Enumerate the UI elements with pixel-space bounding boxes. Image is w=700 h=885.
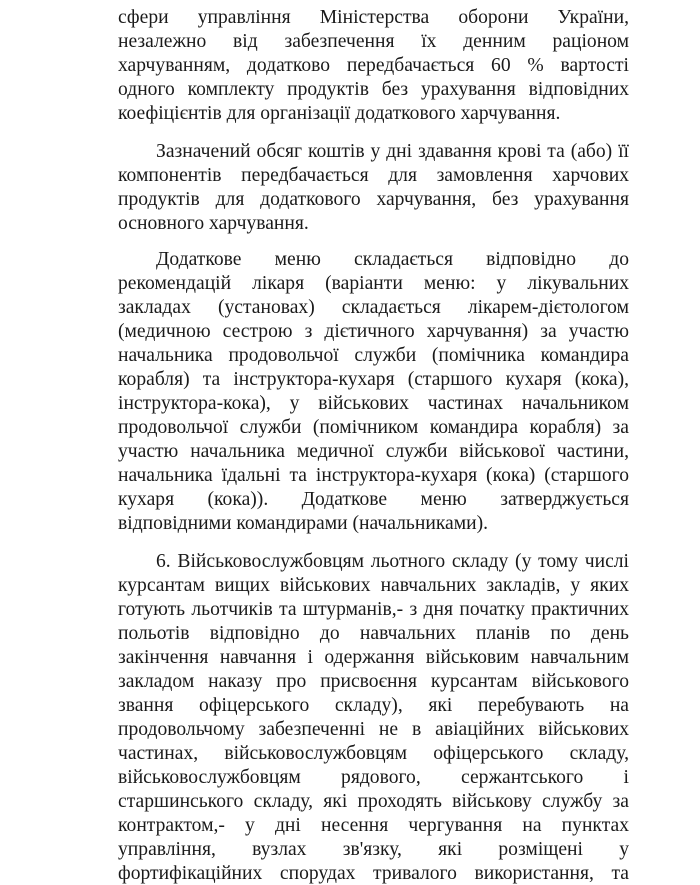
- paragraph-4-line-11: старшинського складу, які проходять військову службу за: [118, 791, 629, 812]
- paragraph-3-line-7: інструктора-кока), у військових частинах начальником: [118, 393, 629, 414]
- paragraph-3-line-9: участю начальника медичної служби військової частини,: [118, 441, 629, 462]
- paragraph-1-line-1: сфери управління Міністерства оборони України,: [118, 7, 629, 28]
- paragraph-2-line-2: компонентів передбачається для замовлення харчових: [118, 165, 629, 186]
- paragraph-2-line-3: продуктів для додаткового харчування, без урахування: [118, 189, 629, 210]
- paragraph-3-line-1: Додаткове меню складається відповідно до: [156, 249, 629, 270]
- paragraph-3-line-2: рекомендацій лікаря (варіанти меню: у лікувальних: [118, 273, 629, 294]
- paragraph-3-line-6: корабля) та інструктора-кухаря (старшого кухаря (кока),: [118, 369, 629, 390]
- paragraph-3-line-8: продовольчої служби (помічником командира корабля) за: [118, 417, 629, 438]
- paragraph-2-line-1: Зазначений обсяг коштів у дні здавання крові та (або) її: [156, 141, 629, 162]
- paragraph-4-line-7: звання офіцерського складу), які перебувають на: [118, 695, 629, 716]
- paragraph-1-line-2: незалежно від забезпечення їх денним раціоном: [118, 31, 629, 52]
- paragraph-4-line-8: продовольчому забезпеченні не в авіаційних військових: [118, 719, 629, 740]
- paragraph-4-line-4: польотів відповідно до навчальних планів по день: [118, 623, 629, 644]
- paragraph-4-line-10: військовослужбовцям рядового, сержантського і: [118, 767, 629, 788]
- paragraph-4-line-12: контрактом,- у дні несення чергування на пунктах: [118, 815, 629, 836]
- paragraph-1-line-3: харчуванням, додатково передбачається 60 % вартості: [118, 55, 629, 76]
- paragraph-4-line-13: управління, вузлах зв'язку, які розміщені у: [118, 839, 629, 860]
- paragraph-3-line-5: начальника продовольчої служби (помічника командира: [118, 345, 629, 366]
- paragraph-4-line-6: закладом наказу про присвоєння курсантам військового: [118, 671, 629, 692]
- paragraph-4-line-2: курсантам вищих військових навчальних закладів, у яких: [118, 575, 629, 596]
- paragraph-4-line-9: частинах, військовослужбовцям офіцерського складу,: [118, 743, 629, 764]
- paragraph-4-line-1: 6. Військовослужбовцям льотного складу (у тому числі: [156, 551, 629, 572]
- paragraph-4-line-5: закінчення навчання і одержання військовим навчальним: [118, 647, 629, 668]
- paragraph-1-line-4: одного комплекту продуктів без урахування відповідних: [118, 79, 629, 100]
- paragraph-3-line-10: начальника їдальні та інструктора-кухаря (кока) (старшого: [118, 465, 629, 486]
- paragraph-2-line-4: основного харчування.: [118, 213, 309, 234]
- paragraph-4-line-14: фортифікаційних спорудах тривалого використання, та: [118, 863, 629, 884]
- paragraph-1-line-5: коефіцієнтів для організації додаткового харчування.: [118, 103, 561, 124]
- paragraph-4-line-3: готують льотчиків та штурманів,- з дня початку практичних: [118, 599, 629, 620]
- paragraph-3-line-4: (медичною сестрою з дієтичного харчування) за участю: [118, 321, 629, 342]
- paragraph-3-line-12: відповідними командирами (начальниками).: [118, 513, 489, 534]
- paragraph-3-line-3: закладах (установах) складається лікарем-дієтологом: [118, 297, 629, 318]
- paragraph-3-line-11: кухаря (кока)). Додаткове меню затверджується: [118, 489, 629, 510]
